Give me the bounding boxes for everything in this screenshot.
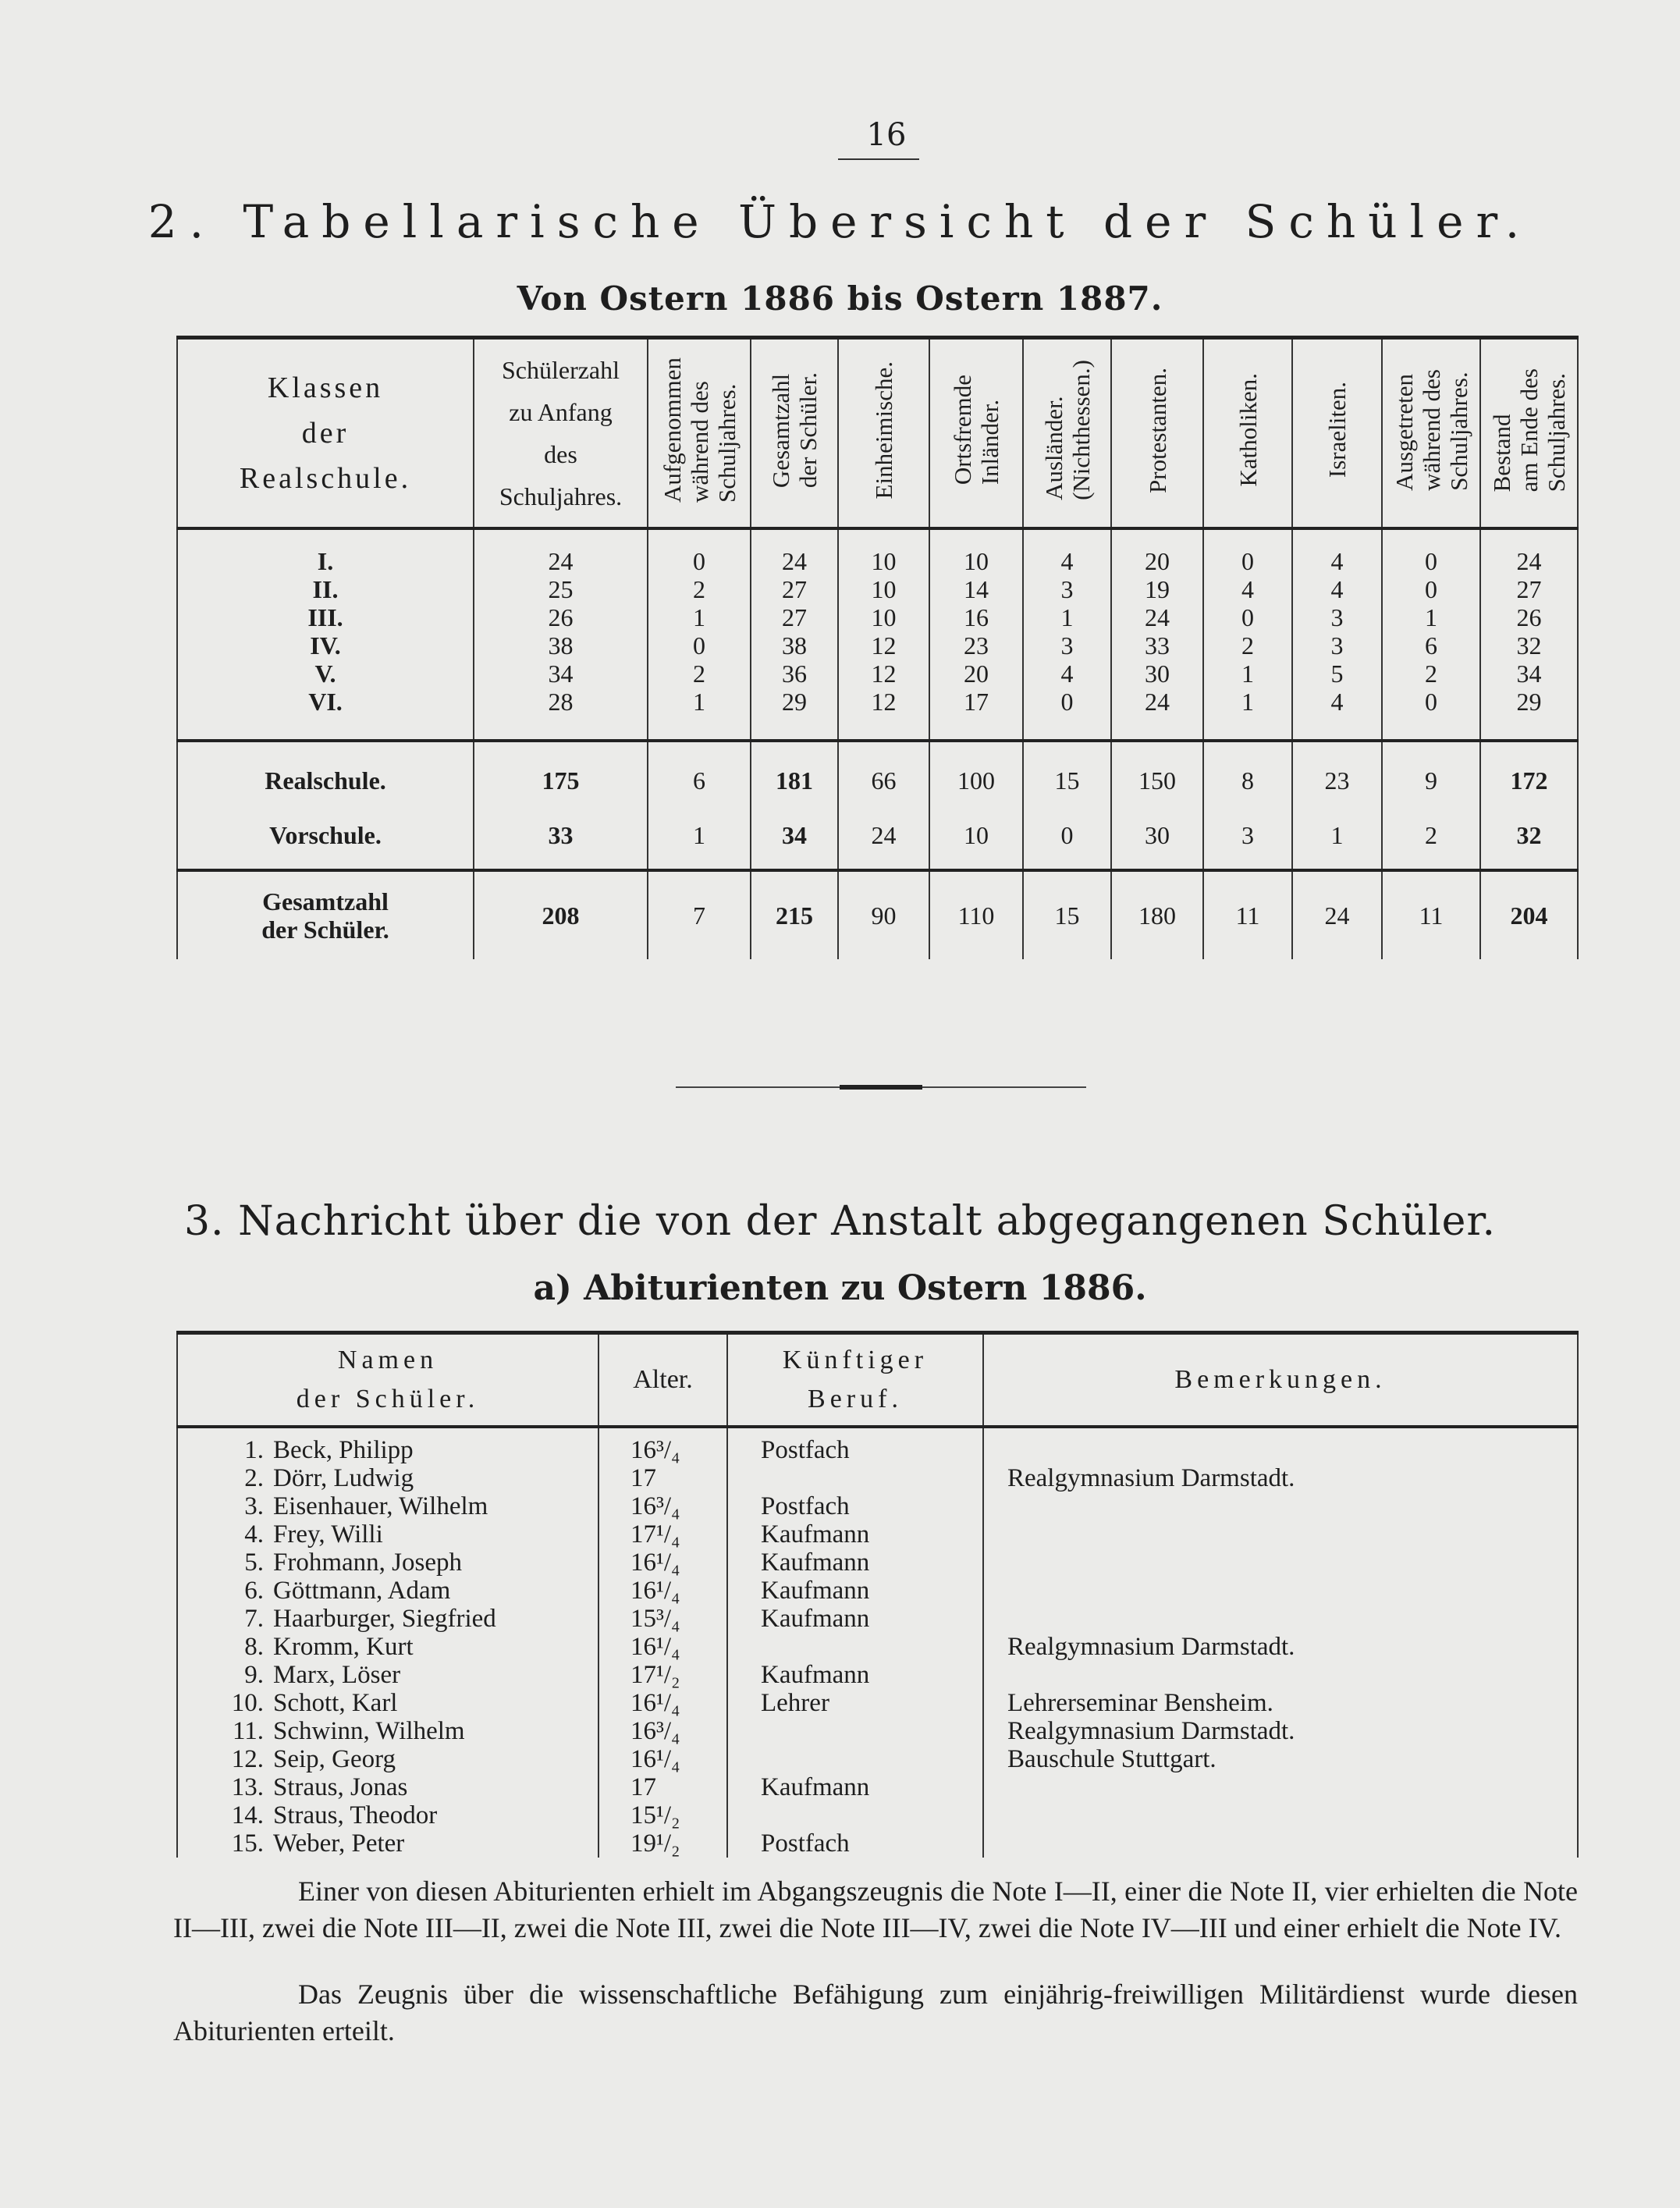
age-cell: 17	[598, 1773, 727, 1801]
section-divider-right	[922, 1086, 1086, 1088]
class-label: II.	[177, 575, 474, 603]
cell: 4	[1023, 528, 1111, 575]
cell: 14	[929, 575, 1023, 603]
cell: 10	[929, 528, 1023, 575]
graduate-row	[177, 1577, 1578, 1605]
cell: 0	[1382, 688, 1480, 741]
name-cell	[177, 1492, 598, 1520]
remark-cell	[983, 1577, 1578, 1605]
section-divider-center	[840, 1085, 922, 1090]
age-cell: 16¹/₄	[598, 1548, 727, 1577]
cell: 1	[648, 688, 751, 741]
student-name: Göttmann, Adam	[273, 1577, 451, 1605]
graduate-row	[177, 1689, 1578, 1717]
cell: 181	[751, 741, 838, 808]
header-nonlocal: Ortsfremde Inländer.	[929, 338, 1023, 529]
graduate-row	[177, 1829, 1578, 1858]
cell: 26	[474, 603, 648, 631]
cell: 0	[1023, 688, 1111, 741]
cell: 10	[838, 575, 929, 603]
header-jewish: Israeliten.	[1292, 338, 1382, 529]
section-3-title: 3. Nachricht über die von der Anstalt abgegangenen Schüler.	[183, 1198, 1497, 1245]
header-protestant: Protestanten.	[1111, 338, 1203, 529]
remark-cell	[983, 1773, 1578, 1801]
row-label: Gesamtzahl der Schüler.	[177, 870, 474, 959]
row-number: 14.	[231, 1801, 264, 1829]
class-row	[177, 688, 1578, 741]
cell: 0	[648, 631, 751, 660]
name-cell	[177, 1633, 598, 1661]
profession-cell: Kaufmann	[727, 1661, 983, 1689]
remark-cell: Realgymnasium Darmstadt.	[983, 1717, 1578, 1745]
cell: 0	[1382, 528, 1480, 575]
remark-cell: Bauschule Stuttgart.	[983, 1745, 1578, 1773]
cell: 3	[1023, 631, 1111, 660]
cell: 34	[1480, 660, 1578, 688]
cell: 10	[929, 808, 1023, 870]
student-name: Weber, Peter	[273, 1829, 405, 1858]
cell: 24	[1480, 528, 1578, 575]
graduate-row	[177, 1801, 1578, 1829]
age-cell: 17¹/₄	[598, 1520, 727, 1548]
profession-cell	[727, 1745, 983, 1773]
cell: 12	[838, 631, 929, 660]
cell: 24	[474, 528, 648, 575]
row-number: 9.	[244, 1661, 264, 1689]
row-label: Vorschule.	[177, 808, 474, 870]
section-2-subtitle: Von Ostern 1886 bis Ostern 1887.	[517, 279, 1163, 318]
remark-cell	[983, 1605, 1578, 1633]
cell: 28	[474, 688, 648, 741]
name-cell	[177, 1801, 598, 1829]
student-name: Frohmann, Joseph	[273, 1548, 462, 1577]
name-cell	[177, 1605, 598, 1633]
header-end: Bestand am Ende des Schuljahres.	[1480, 338, 1578, 529]
cell: 4	[1292, 688, 1382, 741]
section-3-subtitle: a) Abiturienten zu Ostern 1886.	[533, 1268, 1147, 1308]
class-label: VI.	[177, 688, 474, 741]
class-label: I.	[177, 528, 474, 575]
cell: 215	[751, 870, 838, 959]
remark-cell	[983, 1661, 1578, 1689]
name-cell	[177, 1661, 598, 1689]
cell: 172	[1480, 741, 1578, 808]
grand-total-row	[177, 870, 1578, 959]
profession-cell: Postfach	[727, 1427, 983, 1464]
profession-cell: Lehrer	[727, 1689, 983, 1717]
name-cell	[177, 1717, 598, 1745]
cell: 150	[1111, 741, 1203, 808]
cell: 3	[1023, 575, 1111, 603]
row-number: 5.	[244, 1548, 264, 1577]
cell: 33	[1111, 631, 1203, 660]
name-cell	[177, 1548, 598, 1577]
cell: 10	[838, 528, 929, 575]
row-number: 10.	[231, 1689, 264, 1717]
graduate-row	[177, 1492, 1578, 1520]
cell: 30	[1111, 808, 1203, 870]
graduate-row	[177, 1605, 1578, 1633]
cell: 1	[1292, 808, 1382, 870]
class-label: IV.	[177, 631, 474, 660]
age-cell: 16³/₄	[598, 1427, 727, 1464]
profession-cell	[727, 1801, 983, 1829]
class-row	[177, 603, 1578, 631]
row-number: 8.	[244, 1633, 264, 1661]
grades-paragraph: Einer von diesen Abiturienten erhielt im Abgangszeugnis die Note I—II, einer die Note II, vier erhielten die Note II—III, zwei die Note III—II, zwei die Note III, zwei die Note III—IV, zwei die Note IV—III und einer erhielt die Note IV.	[173, 1876, 1578, 1943]
cell: 24	[751, 528, 838, 575]
cell: 12	[838, 688, 929, 741]
cell: 23	[1292, 741, 1382, 808]
graduates-table	[176, 1331, 1579, 1858]
cell: 11	[1203, 870, 1292, 959]
age-cell: 16¹/₄	[598, 1689, 727, 1717]
name-cell	[177, 1464, 598, 1492]
cell: 2	[1382, 808, 1480, 870]
student-name: Eisenhauer, Wilhelm	[273, 1492, 488, 1520]
cell: 12	[838, 660, 929, 688]
cell: 5	[1292, 660, 1382, 688]
profession-cell: Kaufmann	[727, 1520, 983, 1548]
age-cell: 16³/₄	[598, 1717, 727, 1745]
cell: 29	[1480, 688, 1578, 741]
cell: 0	[1382, 575, 1480, 603]
cell: 17	[929, 688, 1023, 741]
remark-cell	[983, 1427, 1578, 1464]
remark-cell: Realgymnasium Darmstadt.	[983, 1464, 1578, 1492]
header-foreign: Ausländer. (Nichthessen.)	[1023, 338, 1111, 529]
cell: 30	[1111, 660, 1203, 688]
cell: 0	[648, 528, 751, 575]
profession-cell: Kaufmann	[727, 1773, 983, 1801]
cell: 15	[1023, 741, 1111, 808]
graduate-row	[177, 1427, 1578, 1464]
name-cell	[177, 1745, 598, 1773]
cell: 27	[751, 575, 838, 603]
cell: 20	[1111, 528, 1203, 575]
student-name: Marx, Löser	[273, 1661, 401, 1689]
student-name: Kromm, Kurt	[273, 1633, 414, 1661]
age-cell: 16¹/₄	[598, 1633, 727, 1661]
cell: 1	[1023, 603, 1111, 631]
age-cell: 17	[598, 1464, 727, 1492]
cell: 33	[474, 808, 648, 870]
cell: 34	[751, 808, 838, 870]
page-number-rule	[838, 158, 919, 160]
cell: 0	[1203, 603, 1292, 631]
remark-cell	[983, 1492, 1578, 1520]
certificate-paragraph: Das Zeugnis über die wissenschaftliche Befähigung zum einjährig-freiwilligen Militärdienst wurde diesen Abiturienten erteilt.	[173, 1979, 1578, 2046]
section-divider-left	[676, 1086, 840, 1088]
student-name: Straus, Theodor	[273, 1801, 438, 1829]
cell: 32	[1480, 808, 1578, 870]
cell: 24	[1111, 688, 1203, 741]
cell: 6	[648, 741, 751, 808]
cell: 34	[474, 660, 648, 688]
student-name: Frey, Willi	[273, 1520, 383, 1548]
remark-cell	[983, 1520, 1578, 1548]
student-name: Straus, Jonas	[273, 1773, 408, 1801]
cell: 8	[1203, 741, 1292, 808]
graduate-row	[177, 1464, 1578, 1492]
class-row	[177, 631, 1578, 660]
cell: 1	[1382, 603, 1480, 631]
age-cell: 19¹/₂	[598, 1829, 727, 1858]
name-cell	[177, 1689, 598, 1717]
cell: 25	[474, 575, 648, 603]
age-cell: 16¹/₄	[598, 1745, 727, 1773]
graduate-row	[177, 1717, 1578, 1745]
cell: 175	[474, 741, 648, 808]
cell: 24	[1111, 603, 1203, 631]
cell: 26	[1480, 603, 1578, 631]
cell: 4	[1023, 660, 1111, 688]
header-total: Gesamtzahl der Schüler.	[751, 338, 838, 529]
cell: 19	[1111, 575, 1203, 603]
cell: 0	[1203, 528, 1292, 575]
cell: 24	[1292, 870, 1382, 959]
age-cell: 15³/₄	[598, 1605, 727, 1633]
vorschule-row	[177, 808, 1578, 870]
cell: 2	[1382, 660, 1480, 688]
row-number: 2.	[244, 1464, 264, 1492]
header-remarks: Bemerkungen.	[983, 1333, 1578, 1428]
cell: 23	[929, 631, 1023, 660]
cell: 0	[1023, 808, 1111, 870]
cell: 6	[1382, 631, 1480, 660]
row-number: 11.	[232, 1717, 264, 1745]
cell: 204	[1480, 870, 1578, 959]
age-cell: 16¹/₄	[598, 1577, 727, 1605]
cell: 38	[751, 631, 838, 660]
graduate-row	[177, 1548, 1578, 1577]
cell: 24	[838, 808, 929, 870]
graduate-row	[177, 1633, 1578, 1661]
page-number: 16	[866, 117, 907, 153]
row-number: 3.	[244, 1492, 264, 1520]
class-label: III.	[177, 603, 474, 631]
header-admitted: Aufgenommen während des Schuljahres.	[648, 338, 751, 529]
cell: 1	[648, 603, 751, 631]
header-age: Alter.	[598, 1333, 727, 1428]
header-row	[177, 338, 1578, 529]
header-left: Ausgetreten während des Schuljahres.	[1382, 338, 1480, 529]
realschule-row	[177, 741, 1578, 808]
cell: 16	[929, 603, 1023, 631]
row-number: 12.	[231, 1745, 264, 1773]
remark-cell: Lehrerseminar Bensheim.	[983, 1689, 1578, 1717]
cell: 66	[838, 741, 929, 808]
graduates-header-row	[177, 1333, 1578, 1428]
cell: 2	[648, 660, 751, 688]
profession-cell	[727, 1633, 983, 1661]
profession-cell	[727, 1464, 983, 1492]
graduate-row	[177, 1745, 1578, 1773]
age-cell: 16³/₄	[598, 1492, 727, 1520]
cell: 4	[1292, 575, 1382, 603]
cell: 208	[474, 870, 648, 959]
remark-cell	[983, 1829, 1578, 1858]
cell: 11	[1382, 870, 1480, 959]
class-row	[177, 528, 1578, 575]
cell: 1	[1203, 660, 1292, 688]
cell: 10	[838, 603, 929, 631]
cell: 1	[1203, 688, 1292, 741]
row-number: 4.	[244, 1520, 264, 1548]
cell: 2	[1203, 631, 1292, 660]
header-profession: Künftiger Beruf.	[727, 1333, 983, 1428]
class-row	[177, 575, 1578, 603]
profession-cell: Kaufmann	[727, 1605, 983, 1633]
cell: 3	[1292, 603, 1382, 631]
row-number: 1.	[244, 1436, 264, 1464]
row-number: 15.	[231, 1829, 264, 1858]
student-name: Schwinn, Wilhelm	[273, 1717, 465, 1745]
student-name: Seip, Georg	[273, 1745, 396, 1773]
row-label: Realschule.	[177, 741, 474, 808]
remark-cell	[983, 1548, 1578, 1577]
cell: 38	[474, 631, 648, 660]
profession-cell	[727, 1717, 983, 1745]
cell: 15	[1023, 870, 1111, 959]
cell: 27	[751, 603, 838, 631]
class-row	[177, 660, 1578, 688]
row-number: 7.	[244, 1605, 264, 1633]
profession-cell: Postfach	[727, 1492, 983, 1520]
row-number: 13.	[231, 1773, 264, 1801]
age-cell: 17¹/₂	[598, 1661, 727, 1689]
student-statistics-table	[176, 336, 1579, 959]
cell: 32	[1480, 631, 1578, 660]
cell: 7	[648, 870, 751, 959]
graduate-row	[177, 1520, 1578, 1548]
name-cell	[177, 1829, 598, 1858]
name-cell	[177, 1520, 598, 1548]
cell: 9	[1382, 741, 1480, 808]
remark-cell: Realgymnasium Darmstadt.	[983, 1633, 1578, 1661]
cell: 29	[751, 688, 838, 741]
cell: 90	[838, 870, 929, 959]
cell: 36	[751, 660, 838, 688]
cell: 2	[648, 575, 751, 603]
graduate-row	[177, 1773, 1578, 1801]
cell: 3	[1203, 808, 1292, 870]
header-classes: Klassen der Realschule.	[177, 338, 474, 529]
cell: 180	[1111, 870, 1203, 959]
cell: 4	[1292, 528, 1382, 575]
name-cell	[177, 1773, 598, 1801]
cell: 3	[1292, 631, 1382, 660]
cell: 110	[929, 870, 1023, 959]
profession-cell: Postfach	[727, 1829, 983, 1858]
remark-cell	[983, 1801, 1578, 1829]
cell: 1	[648, 808, 751, 870]
header-catholic: Katholiken.	[1203, 338, 1292, 529]
section-2-title: 2. Tabellarische Übersicht der Schüler.	[147, 195, 1533, 248]
header-start-count: Schülerzahl zu Anfang des Schuljahres.	[474, 338, 648, 529]
age-cell: 15¹/₂	[598, 1801, 727, 1829]
student-name: Haarburger, Siegfried	[273, 1605, 496, 1633]
class-label: V.	[177, 660, 474, 688]
graduate-row	[177, 1661, 1578, 1689]
header-locals: Einheimische.	[838, 338, 929, 529]
row-number: 6.	[244, 1577, 264, 1605]
profession-cell: Kaufmann	[727, 1577, 983, 1605]
name-cell	[177, 1577, 598, 1605]
student-name: Schott, Karl	[273, 1689, 398, 1717]
cell: 20	[929, 660, 1023, 688]
student-name: Dörr, Ludwig	[273, 1464, 414, 1492]
cell: 100	[929, 741, 1023, 808]
cell: 27	[1480, 575, 1578, 603]
name-cell	[177, 1427, 598, 1464]
cell: 4	[1203, 575, 1292, 603]
header-names: Namen der Schüler.	[177, 1333, 598, 1428]
student-name: Beck, Philipp	[273, 1436, 414, 1464]
profession-cell: Kaufmann	[727, 1548, 983, 1577]
